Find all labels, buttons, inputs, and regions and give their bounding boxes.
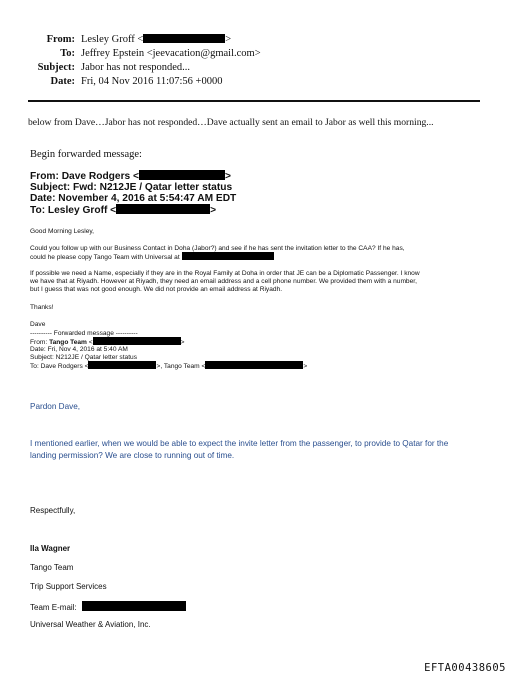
forward2-from: From: Tango Team < > — [30, 339, 185, 346]
document-id: EFTA00438605 — [424, 662, 506, 674]
redaction-bar — [116, 204, 210, 214]
header-to-value: Jeffrey Epstein <jeevacation@gmail.com> — [81, 48, 261, 59]
header-to-label: To: — [60, 48, 75, 59]
body-p1-line1: Could you follow up with our Business Contact in Doha (Jabor?) and see if he has sent the invitation letter to the CAA? If he has, — [30, 245, 405, 252]
forward2-to: To: Dave Rodgers < >, Tango Team < > — [30, 363, 308, 370]
redaction-bar — [205, 361, 303, 369]
body-p2-line1: If possible we need a Name, especially if they are in the Royal Family at Doha in order that JE can be a Diplomatic Passenger. I know — [30, 270, 420, 277]
header-from-value: Lesley Groff < — [81, 34, 144, 45]
header-subject-value: Jabor has not responded... — [81, 62, 191, 73]
header-date-label: Date: — [50, 76, 75, 87]
message-line2: landing permission? We are close to running out of time. — [30, 451, 235, 460]
body-thanks: Thanks! — [30, 304, 54, 311]
signature-email-label: Team E-mail: — [30, 603, 77, 612]
redaction-bar — [143, 34, 225, 43]
signature-company: Universal Weather & Aviation, Inc. — [30, 620, 151, 629]
redaction-bar — [93, 337, 181, 345]
body-p2-line3: but I guess that was not good enough. We did not provide an email address at Riyadh. — [30, 286, 283, 293]
header-divider — [28, 100, 480, 102]
signature-name: Ila Wagner — [30, 544, 71, 553]
redaction-bar — [82, 601, 186, 611]
forward2-subject: Subject: N212JE / Qatar letter status — [30, 354, 138, 361]
signature-dept: Trip Support Services — [30, 582, 107, 591]
body-greeting: Good Morning Lesley, — [30, 228, 95, 235]
forward1-subject: Subject: Fwd: N212JE / Qatar letter status — [30, 182, 233, 193]
header-subject-label: Subject: — [37, 62, 75, 73]
forward2-date: Date: Fri, Nov 4, 2016 at 5:40 AM — [30, 346, 128, 353]
redaction-bar — [139, 170, 225, 180]
forward1-date: Date: November 4, 2016 at 5:54:47 AM EDT — [30, 193, 237, 204]
header-date-value: Fri, 04 Nov 2016 11:07:56 +0000 — [81, 76, 223, 87]
forward1-from: From: Dave Rodgers < > — [30, 171, 231, 182]
signature-email-row — [30, 601, 186, 612]
begin-forwarded-label: Begin forwarded message: — [30, 149, 142, 160]
body-sign: Dave — [30, 321, 46, 328]
message-line1: I mentioned earlier, when we would be able to expect the invite letter from the passenger, to provide to Qatar for the — [30, 439, 449, 448]
forward1-to: To: Lesley Groff < > — [30, 205, 217, 216]
forward2-separator: ---------- Forwarded message ---------- — [30, 330, 138, 337]
signature-closing: Respectfully, — [30, 506, 76, 515]
body-p2-line2: we have that at Riyadh. However at Riyadh, they need an email address and a cell phone number. We provided them with a number, — [30, 278, 417, 285]
message-greeting: Pardon Dave, — [30, 402, 81, 411]
redaction-bar — [182, 252, 274, 260]
header-from-label: From: — [46, 34, 75, 45]
signature-team: Tango Team — [30, 563, 74, 572]
body-p1-line2: could he please copy Tango Team with Universal at — [30, 252, 274, 262]
redaction-bar — [88, 361, 156, 369]
intro-text: below from Dave…Jabor has not responded…Dave actually sent an email to Jabor as well this morning... — [28, 117, 434, 128]
